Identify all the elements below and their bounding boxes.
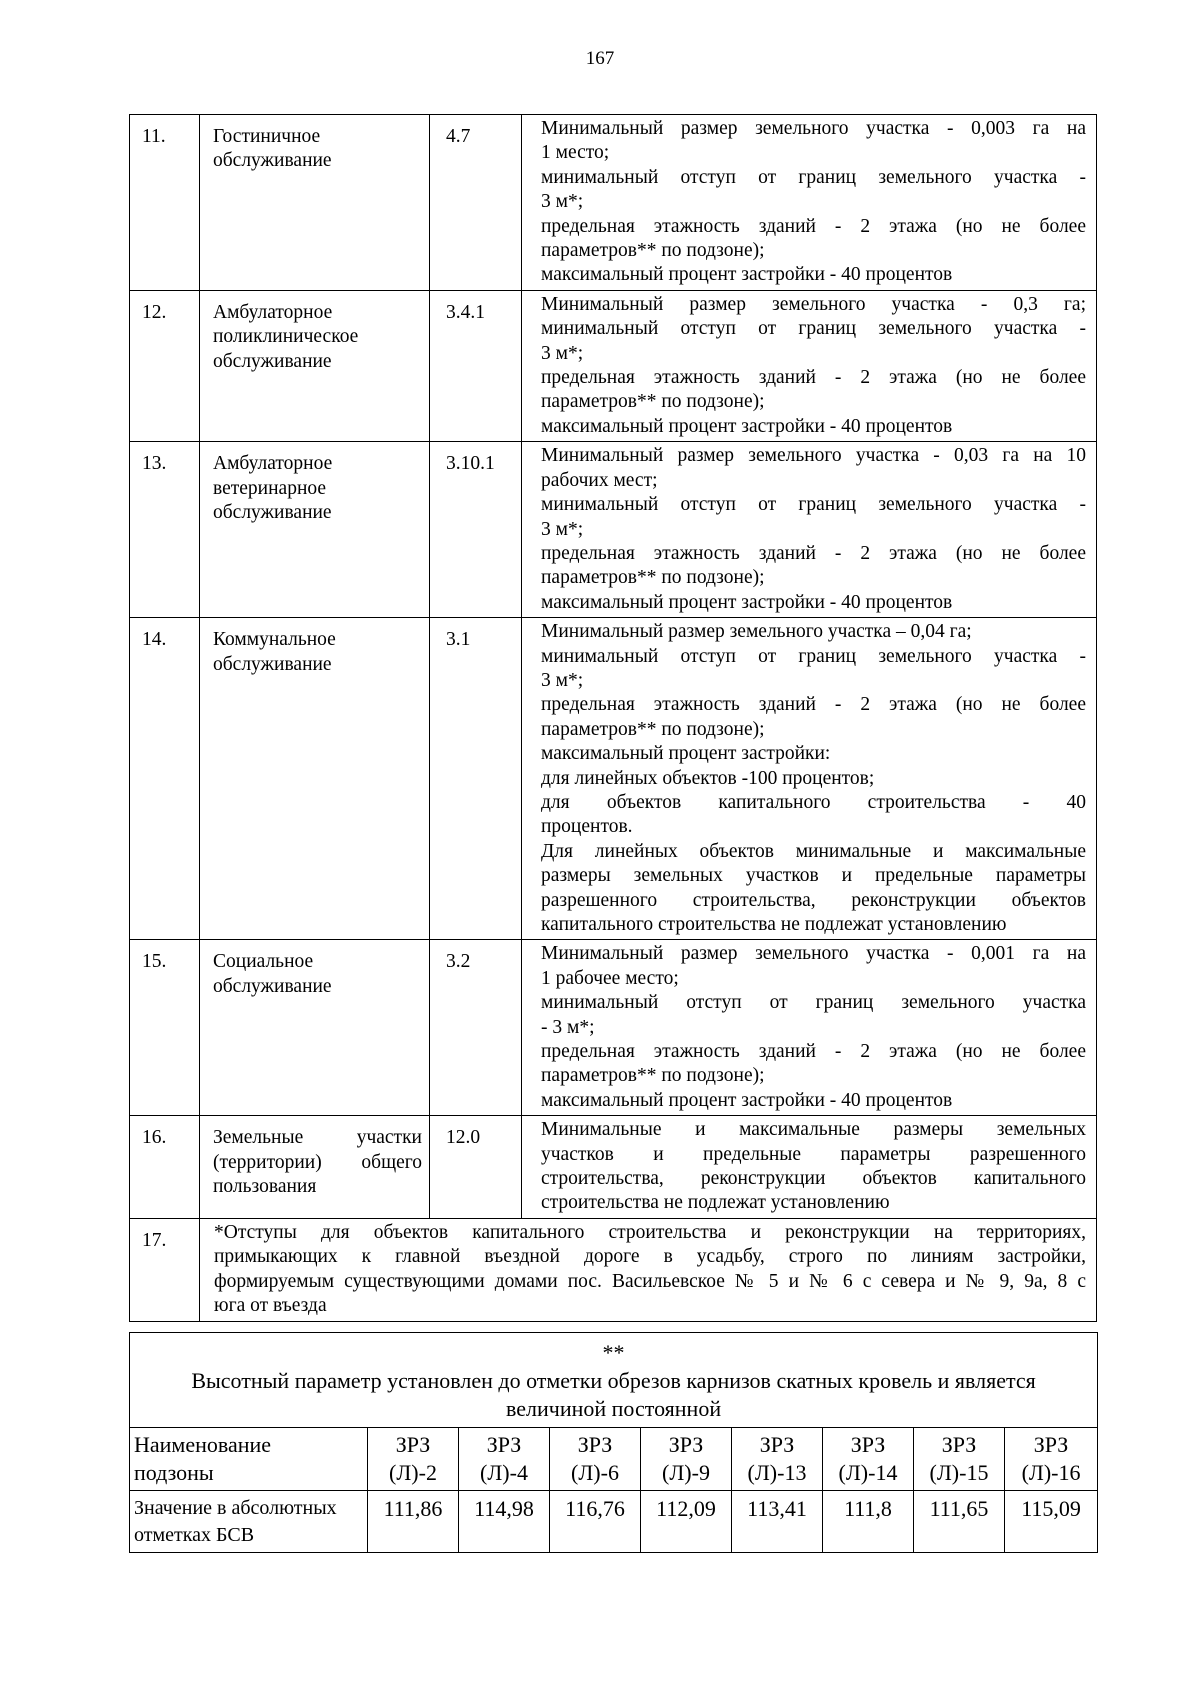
height-value: 114,98 [459,1491,550,1553]
subzone-suffix: (Л)-2 [389,1460,437,1485]
use-type-name-cell [200,1116,430,1219]
subzone-code: ЗРЗ [577,1432,613,1457]
row-number: 15. [130,940,200,1116]
table-row [130,940,1097,1116]
height-value-row [130,1491,1098,1553]
table-row [130,618,1097,940]
parameters-cell [522,115,1097,291]
page-number: 167 [585,48,615,69]
parameter-line: 1 место; [541,142,610,164]
row-number: 16. [130,1116,200,1219]
use-type-name-cell [200,290,430,441]
row-number: 14. [130,618,200,940]
height-value: 111,8 [823,1491,914,1553]
subzone-suffix: (Л)-6 [571,1460,619,1485]
row-number: 17. [130,1218,200,1321]
footnote-line: *Отступы для объектов капитального строительства и реконструкции на территориях, [214,1221,1086,1243]
parameter-line: параметров** по подзоне); [541,567,765,589]
subzone-name-row [130,1428,1098,1491]
height-parameter-table [129,1332,1098,1553]
height-value: 115,09 [1005,1491,1098,1553]
parameter-line: минимальный отступ от границ земельного участка - [541,166,1086,188]
parameter-line: 3 м*; [541,191,584,213]
parameter-line: - 3 м*; [541,1016,595,1038]
parameter-line: Минимальный размер земельного участка - 0,001 га на [541,943,1086,965]
use-type-name-line: обслуживание [213,653,332,675]
subzone-name-cell [1005,1428,1098,1491]
parameter-line: максимальный процент застройки - 40 процентов [541,1089,953,1111]
parameter-line: предельная этажность зданий - 2 этажа (но не более [541,694,1086,716]
use-type-name-cell [200,618,430,940]
classifier-code: 12.0 [430,1116,522,1219]
subzone-name-cell [368,1428,459,1491]
subzone-suffix: (Л)-15 [929,1460,989,1485]
parameter-line: минимальный отступ от границ земельного участка - [541,494,1086,516]
label-line: Значение в абсолютных [134,1497,337,1519]
parameter-line: для линейных объектов -100 процентов; [541,767,875,789]
use-type-name-line: обслуживание [213,502,332,524]
use-type-name-line: Земельные участки [213,1127,422,1149]
subzone-code: ЗРЗ [941,1432,977,1457]
parameter-line: для объектов капитального строительства - 40 [541,791,1086,813]
subzone-suffix: (Л)-14 [838,1460,898,1485]
parameters-cell [522,290,1097,441]
subzone-code: ЗРЗ [759,1432,795,1457]
parameter-line: максимальный процент застройки - 40 процентов [541,591,953,613]
subzone-code: ЗРЗ [486,1432,522,1457]
row-number: 12. [130,290,200,441]
parameter-line: 1 рабочее место; [541,967,679,989]
footnote-line: юга от въезда [214,1295,327,1317]
use-type-name-line: поликлиническое [213,326,359,348]
parameters-cell [522,442,1097,618]
footnote-line: примыкающих к главной въездной дороге в усадьбу, строго по линиям застройки, [214,1246,1086,1268]
subzone-code: ЗРЗ [850,1432,886,1457]
classifier-code: 3.4.1 [430,290,522,441]
subzone-suffix: (Л)-9 [662,1460,710,1485]
use-type-name-line: ветеринарное [213,477,327,499]
label-line: Наименование [134,1432,272,1457]
parameter-line: 3 м*; [541,342,584,364]
use-type-name-line: Амбулаторное [213,453,333,475]
classifier-code: 3.2 [430,940,522,1116]
parameter-line: минимальный отступ от границ земельного участка - [541,318,1086,340]
subzone-name-cell [641,1428,732,1491]
parameter-line: Минимальный размер земельного участка - 0,003 га на [541,118,1086,139]
parameter-line: строительства не подлежат установлению [541,1192,890,1214]
use-type-name-line: обслуживание [213,350,332,372]
parameter-line: 3 м*; [541,518,584,540]
use-type-name-line: пользования [213,1176,317,1198]
parameter-line: Минимальные и максимальные размеры земельных [541,1119,1086,1141]
table-row [130,290,1097,441]
parameter-line: предельная этажность зданий - 2 этажа (но не более [541,367,1086,389]
subzone-name-cell [823,1428,914,1491]
row-number: 13. [130,442,200,618]
subzone-code: ЗРЗ [395,1432,431,1457]
parameter-line: 3 м*; [541,669,584,691]
parameter-line: предельная этажность зданий - 2 этажа (но не более [541,215,1086,237]
parameter-line: Минимальный размер земельного участка - 0,3 га; [541,293,1086,315]
subzone-label-cell [130,1428,368,1491]
classifier-code: 3.1 [430,618,522,940]
subzone-name-cell [550,1428,641,1491]
subzone-suffix: (Л)-4 [480,1460,528,1485]
parameter-line: Минимальный размер земельного участка - 0,03 га на 10 [541,445,1086,467]
use-type-name-cell [200,115,430,291]
height-value: 113,41 [732,1491,823,1553]
height-value: 112,09 [641,1491,732,1553]
parameter-line: капитального строительства не подлежат установлению [541,914,1007,935]
row-number: 11. [130,115,200,291]
use-type-name-line: обслуживание [213,975,332,997]
table-row [130,442,1097,618]
caption-line: Высотный параметр установлен до отметки обрезов карнизов скатных кровель и является [191,1368,1036,1393]
setback-footnote-cell [200,1218,1097,1321]
parameter-line: разрешенного строительства, реконструкции объектов [541,889,1086,911]
use-type-name-line: Коммунальное [213,629,336,651]
use-type-name-cell [200,940,430,1116]
parameter-line: предельная этажность зданий - 2 этажа (но не более [541,542,1086,564]
classifier-code: 3.10.1 [430,442,522,618]
subzone-suffix: (Л)-13 [747,1460,807,1485]
height-value: 111,86 [368,1491,459,1553]
parameter-line: параметров** по подзоне); [541,391,765,413]
table-row [130,115,1097,291]
use-type-name-line: Социальное [213,951,314,973]
parameters-cell [522,940,1097,1116]
subzone-code: ЗРЗ [1033,1432,1069,1457]
subzone-name-cell [732,1428,823,1491]
use-type-name-line: Гостиничное [213,126,321,147]
parameter-line: параметров** по подзоне); [541,240,765,262]
parameter-line: строительства, реконструкции объектов капитального [541,1168,1086,1190]
parameter-line: параметров** по подзоне); [541,1065,765,1087]
parameter-line: параметров** по подзоне); [541,718,765,740]
subzone-name-cell [914,1428,1005,1491]
parameter-line: минимальный отступ от границ земельного участка [541,992,1086,1014]
height-caption-cell [130,1333,1098,1428]
footnote-line: формируемым существующими домами пос. Васильевское № 5 и № 6 с севера и № 9, 9а, 8 с [214,1270,1086,1292]
parameter-line: размеры земельных участков и предельные параметры [541,865,1086,887]
parameter-line: Для линейных объектов минимальные и максимальные [541,840,1086,862]
value-label-cell [130,1491,368,1553]
parameter-line: участков и предельные параметры разрешенного [541,1143,1086,1165]
height-value: 116,76 [550,1491,641,1553]
parameter-line: Минимальный размер земельного участка – 0,04 га; [541,621,972,643]
label-line: подзоны [134,1460,214,1485]
parameter-line: максимальный процент застройки - 40 процентов [541,415,953,437]
caption-line: величиной постоянной [506,1396,722,1421]
subzone-suffix: (Л)-16 [1021,1460,1081,1485]
parameters-cell [522,618,1097,940]
height-caption-row [130,1333,1098,1428]
classifier-code: 4.7 [430,115,522,291]
parameter-line: предельная этажность зданий - 2 этажа (но не более [541,1041,1086,1063]
footnote-marker: ** [602,1340,625,1365]
parameter-line: рабочих мест; [541,469,658,491]
label-line: отметках БСВ [134,1524,255,1546]
land-use-table [129,114,1097,1322]
parameters-cell [522,1116,1097,1219]
use-type-name-line: обслуживание [213,150,332,172]
use-type-name-cell [200,442,430,618]
table-row [130,1116,1097,1219]
use-type-name-line: (территории) общего [213,1151,422,1173]
subzone-name-cell [459,1428,550,1491]
footnote-row [130,1218,1097,1321]
subzone-code: ЗРЗ [668,1432,704,1457]
parameter-line: максимальный процент застройки: [541,743,831,765]
parameter-line: максимальный процент застройки - 40 процентов [541,264,953,286]
parameter-line: минимальный отступ от границ земельного участка - [541,645,1086,667]
parameter-line: процентов. [541,816,633,838]
height-value: 111,65 [914,1491,1005,1553]
use-type-name-line: Амбулаторное [213,301,333,323]
